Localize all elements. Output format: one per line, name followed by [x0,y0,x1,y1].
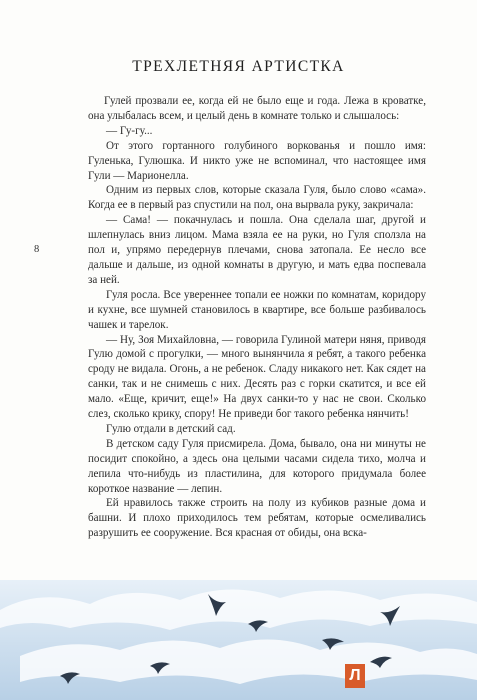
paragraph: Гуля росла. Все увереннее топали ее ножки по комнатам, коридору и кухне, все шумней становилось в квартире, все больше разбивалось чашек и тарелок. [88,288,426,331]
body-text [88,94,426,541]
chapter-title: ТРЕХЛЕТНЯЯ АРТИСТКА [132,58,345,75]
paragraph: — Ну, Зоя Михайловна, — говорила Гулиной матери няня, приводя Гулю домой с прогулки, — много вынянчила я ребят, а такого ребенка сроду не видала. Огонь, а не ребенок. Сладу никакого нет. Как сядет на санки, так и не снимешь с них. Десять раз с горки скатится, и все ей мало. «Еще, кричит, еще!» На двух санки-то у нас не свои. Сколько слез, сколько крику, спору! Не приведи бог такого ребенка нянчить! [88,333,426,421]
paragraph: Одним из первых слов, которые сказала Гуля, было слово «сама». Когда ее в первый раз спустили на пол, она вырвала руку, закричала: [88,184,426,212]
paragraph: В детском саду Гуля присмирела. Дома, бывало, она ни минуты не посидит спокойно, а здесь она целыми часами сидела тихо, молча и лепила что-нибудь из пластилина, для которого придумала более короткое название — лепин. [88,437,426,495]
paragraph: — Сама! — покачнулась и пошла. Она сделала шаг, другой и шлепнулась вниз лицом. Мама взяла ее на руки, но Гуля сползла на пол и, упрямо передернув плечами, снова затопала. Ее несло все дальше и дальше, из одной комнаты в другую, и мать едва поспевала за ней. [88,214,426,286]
publisher-logo: Л [345,664,365,688]
sky-illustration [0,570,477,700]
paragraph: От этого гортанного голубиного воркованья и пошло имя: Гуленька, Гулюшка. И никто уже не вспоминал, что настоящее имя Гули — Марионелла. [88,139,426,182]
page-number: 8 [34,244,40,255]
paragraph: — Гу-гу... [106,124,153,137]
paragraph: Гулей прозвали ее, когда ей не было еще и года. Лежа в кроватке, она улыбалась всем, и целый день в комнате только и слышалось: [88,95,426,122]
paragraph: Гулю отдали в детский сад. [106,422,236,435]
paragraph: Ей нравилось также строить на полу из кубиков разные дома и башни. И плохо приходилось тем ребятам, которые осмеливались разрушить ее сооружение. Вся красная от обиды, она вска- [88,497,426,540]
